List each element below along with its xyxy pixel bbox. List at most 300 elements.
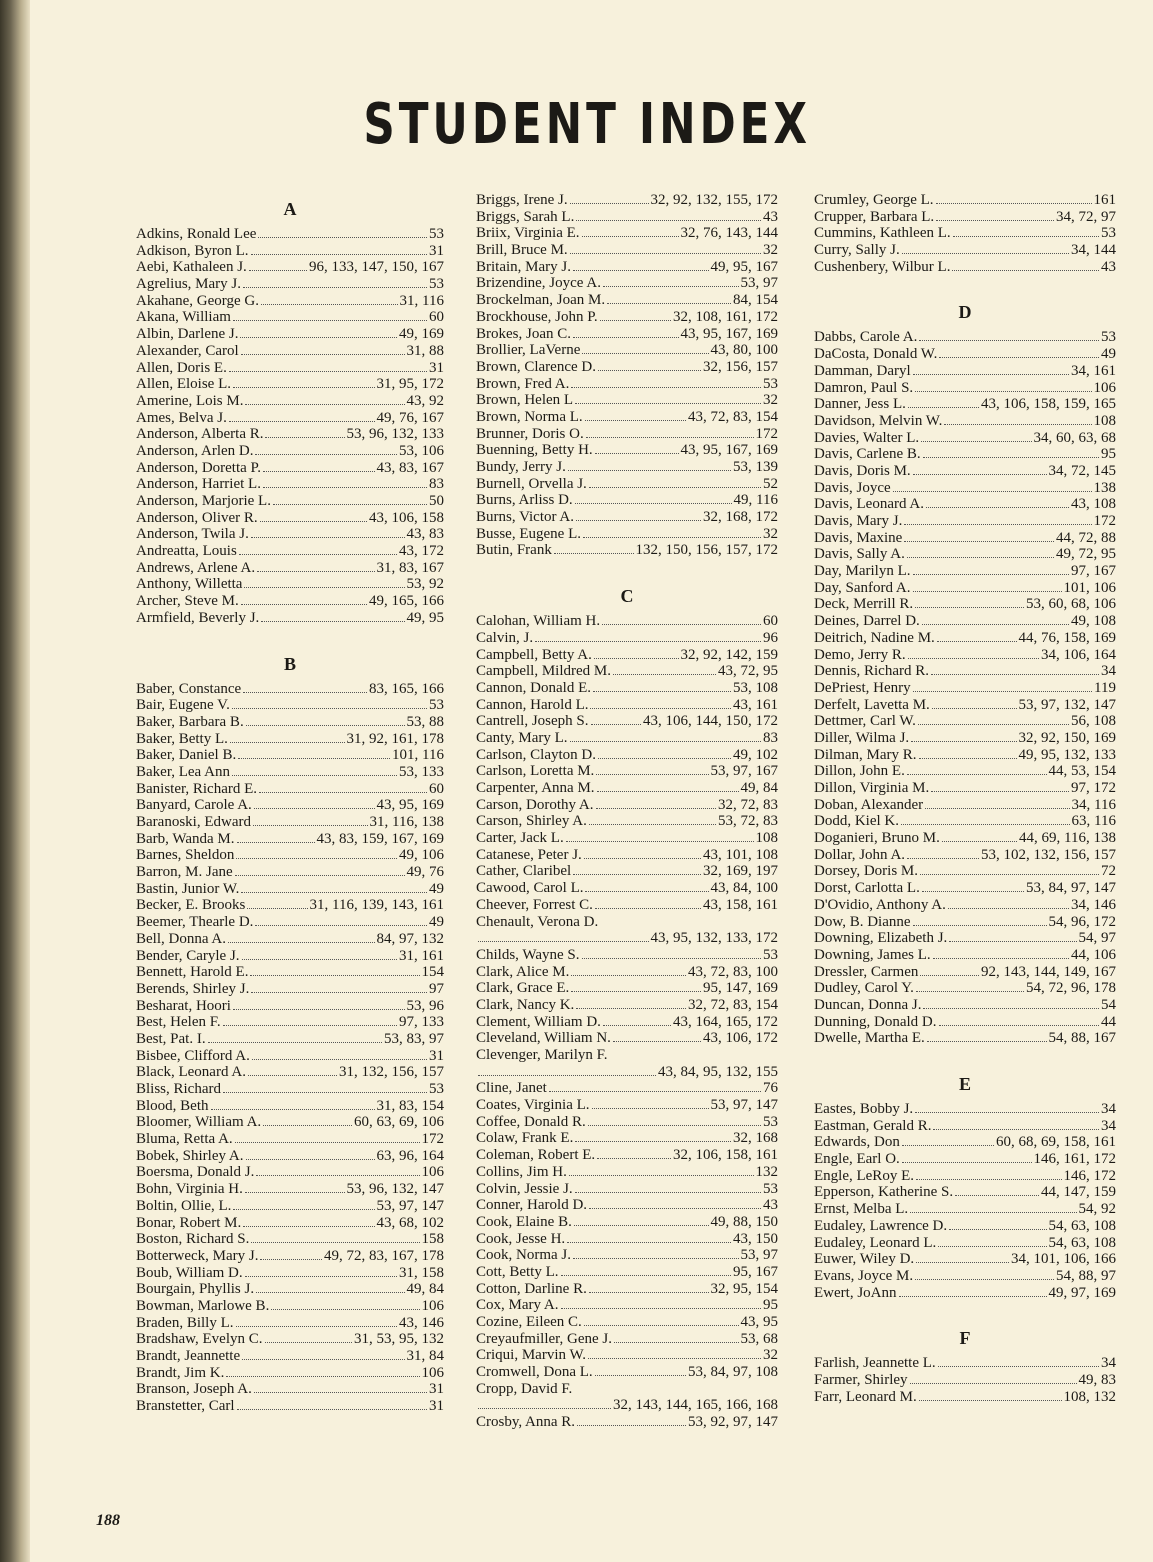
dot-leader [595, 449, 679, 454]
index-entry [136, 243, 444, 260]
entry-pages: 32, 92, 142, 159 [680, 646, 778, 663]
index-entry [136, 309, 444, 326]
entry-name: Becker, E. Brooks [136, 897, 246, 914]
entry-name: Dressler, Carmen [814, 963, 919, 980]
index-entry [476, 1381, 778, 1398]
dot-leader [576, 1004, 686, 1009]
dot-leader [913, 570, 1069, 575]
entry-pages: 31, 116 [399, 292, 444, 309]
entry-name: Duncan, Donna J. [814, 996, 922, 1013]
index-entry [476, 1347, 778, 1364]
entry-pages: 43, 158, 161 [703, 896, 778, 913]
dot-leader [575, 399, 761, 404]
dot-leader [955, 1191, 1039, 1196]
index-entry [814, 209, 1116, 226]
entry-name: Anderson, Alberta R. [136, 426, 264, 443]
entry-name: Carpenter, Anna M. [476, 780, 595, 796]
entry-pages: 43, 92 [406, 392, 444, 409]
dot-leader [582, 232, 679, 237]
entry-pages: 83 [763, 729, 778, 746]
dot-leader [249, 266, 307, 271]
dot-leader [918, 720, 1069, 725]
index-entry [814, 413, 1116, 430]
dot-leader [246, 1155, 375, 1160]
entry-name: Campbell, Mildred M. [476, 663, 611, 680]
index-entry [136, 259, 444, 276]
index-entry [814, 563, 1116, 580]
dot-leader [589, 820, 716, 825]
entry-pages: 43 [763, 1197, 778, 1214]
dot-leader [223, 1088, 427, 1093]
entry-name: DaCosta, Donald W. [814, 346, 938, 363]
index-entry [136, 493, 444, 510]
entry-pages: 49, 116 [733, 492, 778, 509]
index-entry [136, 914, 444, 931]
dot-leader [259, 788, 427, 793]
entry-pages: 31, 161 [399, 947, 444, 964]
dot-leader [208, 1038, 382, 1043]
entry-name: Busse, Eugene L. [476, 525, 581, 542]
entry-name: Carlson, Clayton D. [476, 746, 596, 763]
page-title: STUDENT INDEX [363, 92, 811, 157]
entry-name: Evans, Joyce M. [814, 1267, 914, 1284]
dot-leader [902, 249, 1069, 254]
dot-leader [254, 804, 375, 809]
dot-leader [575, 1137, 731, 1142]
index-entry [136, 593, 444, 610]
dot-leader [245, 400, 404, 405]
entry-name: Cott, Betty L. [476, 1263, 559, 1280]
entry-name: Brokes, Joan C. [476, 325, 571, 342]
index-entry [136, 881, 444, 898]
entry-pages: 34, 101, 106, 166 [1011, 1251, 1116, 1268]
entry-name: Cook, Jesse H. [476, 1230, 566, 1247]
index-entry [476, 1164, 778, 1181]
index-entry [476, 476, 778, 493]
index-entry [476, 426, 778, 443]
index-entry [814, 1118, 1116, 1135]
entry-name: Coleman, Robert E. [476, 1147, 596, 1164]
dot-leader [923, 1004, 1099, 1009]
entry-name: Beemer, Thearle D. [136, 914, 254, 931]
dot-leader [233, 383, 375, 388]
index-entry [814, 346, 1116, 363]
entry-pages: 54 [1101, 996, 1116, 1013]
entry-pages: 84, 154 [733, 292, 778, 309]
dot-leader [595, 904, 701, 909]
entry-pages: 32 [763, 525, 778, 542]
dot-leader [229, 417, 375, 422]
entry-name: Baker, Betty L. [136, 730, 228, 747]
dot-leader [569, 1171, 754, 1176]
index-entry [814, 797, 1116, 814]
dot-leader [232, 704, 427, 709]
dot-leader [584, 1321, 739, 1326]
index-entry [136, 1098, 444, 1115]
entry-name: Deck, Merrill R. [814, 596, 914, 613]
dot-leader [256, 1171, 419, 1176]
entry-pages: 49, 84 [740, 780, 778, 796]
entry-name: Davis, Mary J. [814, 513, 903, 529]
entry-name: Bohn, Virginia H. [136, 1181, 243, 1198]
entry-pages: 53, 96, 132, 133 [346, 426, 444, 443]
index-entry [476, 1114, 778, 1131]
entry-pages: 172 [755, 425, 778, 442]
dot-leader [920, 870, 1099, 875]
entry-pages: 49, 72, 95 [1056, 546, 1116, 563]
entry-pages: 34, 106, 164 [1041, 646, 1116, 663]
entry-pages: 97, 167 [1071, 563, 1116, 580]
entry-pages: 53, 133 [399, 763, 444, 780]
dot-leader [933, 954, 1069, 959]
entry-name: Baker, Barbara B. [136, 713, 244, 730]
entry-pages: 96, 133, 147, 150, 167 [309, 259, 444, 276]
dot-leader [901, 820, 1070, 825]
entry-pages: 53, 108 [733, 679, 778, 696]
dot-leader [239, 550, 397, 555]
index-entry [476, 259, 778, 276]
dot-leader [251, 533, 405, 538]
dot-leader [902, 1141, 994, 1146]
entry-name: Cotton, Darline R. [476, 1280, 587, 1297]
dot-leader [245, 1188, 345, 1193]
index-entry [476, 930, 778, 947]
entry-name: Banister, Richard E. [136, 780, 258, 797]
entry-pages: 52 [763, 475, 778, 492]
entry-name: Bennett, Harold E. [136, 964, 249, 981]
entry-name: Downing, James L. [814, 946, 931, 963]
index-entry [136, 797, 444, 814]
entry-name: Braden, Billy L. [136, 1314, 234, 1331]
entry-name: Brockhouse, John P. [476, 308, 598, 325]
dot-leader [261, 617, 404, 622]
index-entry [476, 897, 778, 914]
index-entry [136, 1348, 444, 1365]
entry-name: Carson, Dorothy A. [476, 796, 594, 813]
index-entry [476, 1030, 778, 1047]
entry-pages: 53, 72, 83 [718, 813, 778, 830]
dot-leader [232, 771, 397, 776]
entry-pages: 43, 95, 132, 133, 172 [650, 930, 778, 947]
dot-leader [926, 503, 1069, 508]
entry-pages: 34, 116 [1071, 796, 1116, 813]
index-entry [476, 442, 778, 459]
entry-pages: 43, 106, 158 [369, 509, 444, 526]
entry-pages: 53, 97, 132, 147 [1018, 696, 1116, 713]
entry-pages: 43 [1101, 258, 1116, 275]
index-entry [814, 329, 1116, 346]
entry-name: Allen, Doris E. [136, 359, 227, 376]
entry-name: Dettmer, Carl W. [814, 713, 916, 730]
entry-name: Cook, Norma J. [476, 1247, 571, 1264]
entry-pages: 95 [763, 1297, 778, 1314]
dot-leader [235, 871, 405, 876]
entry-pages: 106 [421, 1364, 444, 1381]
entry-pages: 34 [1101, 663, 1116, 680]
entry-pages: 49, 88, 150 [710, 1213, 778, 1230]
entry-name: Brizendine, Joyce A. [476, 275, 601, 292]
entry-pages: 101, 116 [392, 747, 444, 764]
index-entry [136, 1031, 444, 1048]
entry-pages: 34, 161 [1071, 362, 1116, 379]
dot-leader [597, 787, 739, 792]
index-entry [814, 1184, 1116, 1201]
entry-pages: 53, 92 [406, 576, 444, 593]
entry-name: Doban, Alexander [814, 796, 924, 813]
entry-pages: 32, 72, 83 [718, 796, 778, 813]
entry-name: Dillon, John E. [814, 763, 905, 780]
entry-pages: 53, 96 [406, 997, 444, 1014]
entry-pages: 32 [763, 1347, 778, 1364]
entry-name: Farlish, Jeannette L. [814, 1355, 936, 1372]
index-entry [476, 526, 778, 543]
entry-name: Cozine, Eileen C. [476, 1314, 582, 1330]
dot-leader [237, 1405, 427, 1410]
dot-leader [911, 737, 1016, 742]
index-entry [814, 613, 1116, 630]
entry-name: Burnell, Orvella J. [476, 475, 587, 492]
entry-name: Childs, Wayne S. [476, 946, 580, 963]
dot-leader [535, 637, 761, 642]
dot-leader [910, 1208, 1076, 1213]
entry-pages: 97, 172 [1071, 780, 1116, 796]
index-entry [814, 192, 1116, 209]
index-entry [136, 1381, 444, 1398]
dot-leader [247, 904, 307, 909]
entry-name: Dennis, Richard R. [814, 663, 929, 680]
entry-pages: 43, 164, 165, 172 [673, 1013, 778, 1030]
dot-leader [907, 553, 1054, 558]
entry-pages: 31 [429, 1381, 444, 1398]
dot-leader [549, 1087, 761, 1092]
index-entry [476, 914, 778, 931]
entry-pages: 43, 84, 100 [710, 880, 778, 897]
entry-name: Dunning, Donald D. [814, 1013, 937, 1030]
entry-pages: 53, 88 [406, 713, 444, 730]
dot-leader [923, 453, 1099, 458]
entry-pages: 32, 92, 150, 169 [1018, 729, 1116, 746]
dot-leader [949, 937, 1076, 942]
entry-pages: 53 [429, 276, 444, 293]
index-entry [476, 1147, 778, 1164]
dot-leader [931, 670, 1099, 675]
dot-leader [613, 670, 716, 675]
entry-pages: 63, 116 [1071, 813, 1116, 830]
dot-leader [902, 1158, 1032, 1163]
entry-name: Doganieri, Bruno M. [814, 830, 940, 847]
entry-pages: 161 [1093, 192, 1116, 208]
index-entry [814, 1168, 1116, 1185]
entry-name: Anderson, Harriet L. [136, 476, 261, 493]
dot-leader [602, 620, 761, 625]
index-entry [136, 1181, 444, 1198]
entry-name: Britain, Mary J. [476, 258, 571, 275]
dot-leader [927, 1037, 1047, 1042]
entry-name: Bowman, Marlowe B. [136, 1297, 270, 1314]
entry-name: Baber, Constance [136, 680, 242, 697]
index-entry [476, 1414, 778, 1431]
entry-pages: 172 [1093, 513, 1116, 529]
index-entry [814, 1151, 1116, 1168]
index-entry [814, 259, 1116, 276]
entry-pages: 84, 97, 132 [376, 930, 444, 947]
dot-leader [913, 587, 1062, 592]
entry-pages: 32, 169, 197 [703, 863, 778, 880]
entry-pages: 32, 106, 158, 161 [673, 1147, 778, 1164]
index-entry [136, 1215, 444, 1232]
entry-pages: 32, 72, 83, 154 [688, 996, 778, 1013]
entry-name: Best, Helen F. [136, 1014, 221, 1031]
dot-leader [241, 600, 367, 605]
entry-name: Deines, Darrel D. [814, 613, 920, 630]
entry-pages: 31 [429, 242, 444, 259]
dot-leader [586, 433, 754, 438]
entry-pages: 53, 97, 147 [710, 1097, 778, 1114]
entry-pages: 138 [1093, 479, 1116, 496]
dot-leader [939, 1021, 1100, 1026]
entry-pages: 49, 165, 166 [369, 593, 444, 610]
index-entry [476, 1181, 778, 1198]
dot-leader [907, 854, 979, 859]
entry-name: Banyard, Carole A. [136, 797, 252, 814]
index-entry [476, 830, 778, 847]
dot-leader [260, 1255, 322, 1260]
index-entry [136, 948, 444, 965]
entry-name: Bundy, Jerry J. [476, 459, 566, 475]
index-entry [814, 1101, 1116, 1118]
entry-name: Clevenger, Marilyn F. [476, 1047, 608, 1063]
index-entry [136, 1298, 444, 1315]
book-binding [0, 0, 30, 1562]
entry-name: Cather, Claribel [476, 863, 572, 880]
entry-name: Anderson, Doretta P. [136, 459, 261, 476]
entry-name: Brunner, Doris O. [476, 425, 584, 442]
dot-leader [255, 450, 397, 455]
index-entry [476, 392, 778, 409]
entry-name: Edwards, Don [814, 1134, 900, 1151]
entry-name: Collins, Jim H. [476, 1163, 567, 1180]
index-entry [814, 380, 1116, 397]
dot-leader [603, 1021, 671, 1026]
index-entry [476, 1097, 778, 1114]
entry-pages: 83, 165, 166 [369, 680, 444, 697]
index-entry [136, 981, 444, 998]
index-entry [814, 830, 1116, 847]
entry-name: Criqui, Marvin W. [476, 1347, 587, 1364]
index-entry [814, 680, 1116, 697]
index-entry [476, 997, 778, 1014]
index-entry [136, 847, 444, 864]
entry-pages: 95, 167 [733, 1263, 778, 1280]
index-entry [814, 1218, 1116, 1235]
entry-pages: 31, 83, 154 [376, 1097, 444, 1114]
entry-pages: 34 [1101, 1117, 1116, 1134]
entry-name: Anderson, Arlen D. [136, 442, 254, 459]
entry-pages: 49, 108 [1071, 613, 1116, 630]
dot-leader [211, 1105, 375, 1110]
index-entry [136, 1281, 444, 1298]
index-entry [136, 226, 444, 243]
entry-name: Dollar, John A. [814, 846, 906, 863]
index-entry [136, 610, 444, 627]
entry-name: Carlson, Loretta M. [476, 763, 595, 780]
entry-name: Calvin, J. [476, 629, 534, 646]
dot-leader [255, 921, 427, 926]
entry-name: Bastin, Junior W. [136, 880, 240, 897]
dot-leader [899, 1292, 1047, 1297]
entry-pages: 34 [1101, 1101, 1116, 1117]
dot-leader [571, 971, 686, 976]
entry-pages: 54, 72, 96, 178 [1026, 980, 1116, 997]
entry-pages: 49, 95, 132, 133 [1018, 746, 1116, 763]
entry-name: Brown, Norma L. [476, 408, 583, 425]
entry-name: Bender, Caryle J. [136, 947, 240, 964]
index-entry [476, 242, 778, 259]
dot-leader [238, 754, 390, 759]
dot-leader [593, 687, 731, 692]
entry-pages: 44 [1101, 1013, 1116, 1030]
index-entry [136, 714, 444, 731]
entry-name: Dorst, Carlotta L. [814, 880, 920, 897]
index-entry [476, 813, 778, 830]
entry-name: Brockelman, Joan M. [476, 292, 606, 309]
index-entry [476, 1297, 778, 1314]
dot-leader [922, 887, 1024, 892]
entry-name: Brandt, Jim K. [136, 1364, 225, 1381]
index-entry [136, 1014, 444, 1031]
entry-pages: 43, 106, 158, 159, 165 [981, 396, 1116, 413]
dot-leader [932, 704, 1017, 709]
entry-pages: 54, 63, 108 [1048, 1234, 1116, 1251]
entry-pages: 43, 161 [733, 696, 778, 713]
dot-leader [583, 533, 761, 538]
entry-pages: 43, 108 [1071, 496, 1116, 513]
entry-pages: 54, 96, 172 [1048, 913, 1116, 930]
dot-leader [585, 887, 708, 892]
dot-leader [256, 1288, 404, 1293]
entry-name: Clark, Grace E. [476, 980, 570, 997]
dot-leader [263, 483, 427, 488]
entry-name: Brill, Bruce M. [476, 242, 568, 259]
entry-name: Bisbee, Clifford A. [136, 1047, 250, 1064]
index-entry [136, 1315, 444, 1332]
entry-name: Eudaley, Lawrence D. [814, 1217, 948, 1234]
dot-leader [233, 1005, 405, 1010]
index-entry [476, 1264, 778, 1281]
index-entry [814, 964, 1116, 981]
entry-pages: 53, 96, 132, 147 [346, 1181, 444, 1198]
entry-name: Blood, Beth [136, 1097, 209, 1114]
entry-pages: 53 [763, 375, 778, 392]
entry-name: Bell, Donna A. [136, 930, 226, 947]
entry-pages: 49 [1101, 346, 1116, 363]
entry-pages: 49 [429, 914, 444, 931]
dot-leader [253, 821, 368, 826]
entry-name: Cline, Janet [476, 1080, 547, 1097]
entry-pages: 101, 106 [1063, 579, 1116, 596]
dot-leader [953, 232, 1099, 237]
index-entry [136, 510, 444, 527]
index-entry [814, 363, 1116, 380]
entry-pages: 108 [755, 830, 778, 847]
dot-leader [607, 299, 731, 304]
entry-name: Crosby, Anna R. [476, 1414, 576, 1431]
entry-name: Cannon, Harold L. [476, 696, 589, 713]
entry-pages: 34, 144 [1071, 242, 1116, 259]
dot-leader [908, 654, 1039, 659]
entry-pages: 95 [1101, 446, 1116, 463]
entry-pages: 53 [1101, 329, 1116, 346]
